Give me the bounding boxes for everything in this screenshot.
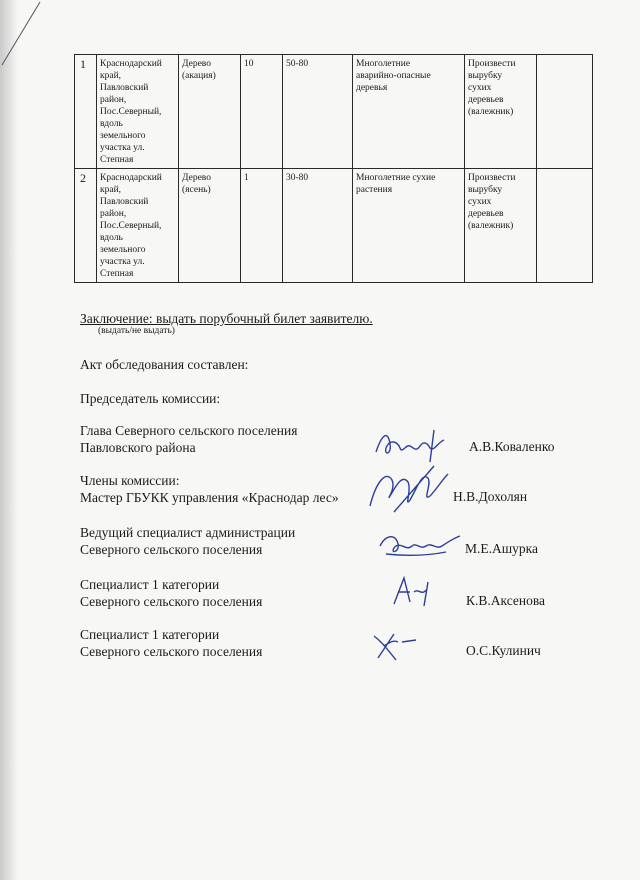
signature-image xyxy=(388,574,438,610)
scan-shadow xyxy=(0,0,18,880)
signature-image xyxy=(376,526,462,562)
location-line: Краснодарский xyxy=(100,59,162,69)
signatory-name: К.В.Аксенова xyxy=(466,593,546,608)
empty-cell xyxy=(537,55,593,169)
action-line: Произвести xyxy=(468,173,516,183)
quantity-cell: 10 xyxy=(241,55,283,169)
signature-image xyxy=(364,462,454,520)
chairman-label: Председатель комиссии: xyxy=(80,391,221,406)
signatory-name: О.С.Кулинич xyxy=(466,643,541,658)
action-line: Произвести xyxy=(468,59,516,69)
location-line: участка ул. xyxy=(100,143,145,153)
action-line: деревьев xyxy=(468,209,504,219)
location-line: Степная xyxy=(100,269,134,279)
state-line: Многолетние сухие xyxy=(356,173,436,183)
title-line: Специалист 1 категории xyxy=(80,627,220,642)
action-line: (валежник) xyxy=(468,107,514,117)
location-line: земельного xyxy=(100,245,146,255)
action-line: деревьев xyxy=(468,95,504,105)
location-line: край, xyxy=(100,71,122,81)
signatory-title xyxy=(80,489,339,506)
title-line: Ведущий специалист администрации xyxy=(80,525,296,540)
signatory-title xyxy=(80,422,297,456)
action-line: сухих xyxy=(468,83,492,93)
signatory-name: Н.В.Дохолян xyxy=(453,489,528,504)
empty-cell xyxy=(537,169,593,283)
row-number: 1 xyxy=(75,55,97,169)
title-line: Специалист 1 категории xyxy=(80,577,220,592)
location-line: участка ул. xyxy=(100,257,145,267)
action-line: вырубку xyxy=(468,71,503,81)
signatory-name: А.В.Коваленко xyxy=(469,439,555,454)
scan-corner-mark xyxy=(0,0,60,70)
location-line: Степная xyxy=(100,155,134,165)
row-number: 2 xyxy=(75,169,97,283)
location-line: край, xyxy=(100,185,122,195)
title-line: Глава Северного сельского поселения xyxy=(80,423,298,438)
object-line: Дерево xyxy=(182,173,211,183)
location-line: Пос.Северный, xyxy=(100,221,162,231)
title-line: Северного сельского поселения xyxy=(80,644,263,659)
location-line: Павловский xyxy=(100,83,149,93)
location-line: земельного xyxy=(100,131,146,141)
table-row xyxy=(75,169,593,283)
title-line: Павловского района xyxy=(80,440,196,455)
title-line: Северного сельского поселения xyxy=(80,542,263,557)
object-line: Дерево xyxy=(182,59,211,69)
signature-image xyxy=(370,628,420,664)
conclusion-hint: (выдать/не выдать) xyxy=(98,326,175,336)
action-cell xyxy=(465,169,537,283)
state-line: Многолетние xyxy=(356,59,411,69)
diameter-cell: 50-80 xyxy=(283,55,353,169)
location-cell xyxy=(97,55,179,169)
trees-table xyxy=(74,54,593,283)
location-line: вдоль xyxy=(100,233,123,243)
signatory-title xyxy=(80,524,295,558)
location-line: Павловский xyxy=(100,197,149,207)
state-line: растения xyxy=(356,185,393,195)
title-line: Северного сельского поселения xyxy=(80,594,263,609)
location-line: Краснодарский xyxy=(100,173,162,183)
location-line: район, xyxy=(100,95,127,105)
conclusion-text: Заключение: выдать порубочный билет заявителю. xyxy=(80,311,373,326)
object-line: (ясень) xyxy=(182,185,211,195)
state-line: деревья xyxy=(356,83,388,93)
members-label: Члены комиссии: xyxy=(80,473,180,488)
action-line: сухих xyxy=(468,197,492,207)
location-line: вдоль xyxy=(100,119,123,129)
signatory-title xyxy=(80,626,262,660)
object-cell xyxy=(179,55,241,169)
location-cell xyxy=(97,169,179,283)
location-line: Пос.Северный, xyxy=(100,107,162,117)
quantity-cell: 1 xyxy=(241,169,283,283)
signatory-title xyxy=(80,576,262,610)
action-line: (валежник) xyxy=(468,221,514,231)
signatory-name: М.Е.Ашурка xyxy=(465,541,538,556)
state-cell xyxy=(353,169,465,283)
object-line: (акация) xyxy=(182,71,216,81)
signature-image xyxy=(372,424,454,464)
location-line: район, xyxy=(100,209,127,219)
table-row xyxy=(75,55,593,169)
title-line: Мастер ГБУКК управления «Краснодар лес» xyxy=(80,490,339,505)
act-statement: Акт обследования составлен: xyxy=(80,357,249,372)
action-line: вырубку xyxy=(468,185,503,195)
state-line: аварийно-опасные xyxy=(356,71,431,81)
state-cell xyxy=(353,55,465,169)
action-cell xyxy=(465,55,537,169)
diameter-cell: 30-80 xyxy=(283,169,353,283)
object-cell xyxy=(179,169,241,283)
